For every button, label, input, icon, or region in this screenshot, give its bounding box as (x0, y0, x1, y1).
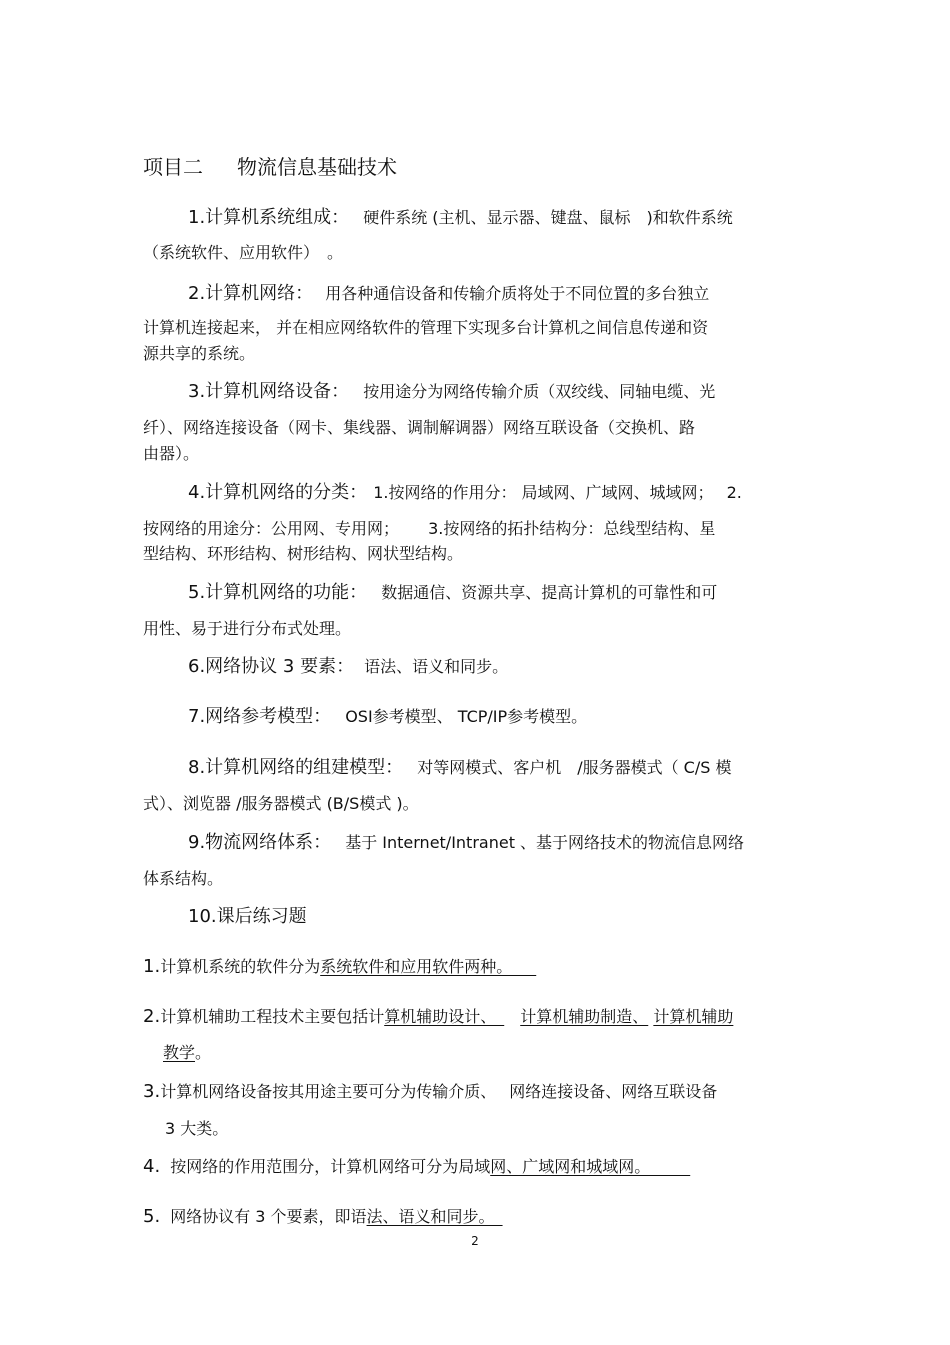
para-1-text: 硬件系统 (主机、显示器、键盘、鼠标 )和软件系统 (363, 208, 733, 227)
exercise-1-num: 1. (143, 956, 161, 977)
para-8-line-1 (188, 758, 731, 778)
para-3-label: 3.计算机网络设备： (188, 381, 350, 402)
para-4-line-3: 型结构、环形结构、树形结构、网状型结构。 (143, 544, 464, 563)
para-3-line-3: 由器）。 (143, 444, 200, 463)
exercise-5-num: 5. (143, 1206, 161, 1227)
para-3-text: 按用途分为网络传输介质（双绞线、同轴电缆、光 (363, 382, 716, 401)
title-part-b: 物流信息基础技术 (237, 155, 397, 179)
exercise-3-line-2: 3 大类。 (165, 1119, 229, 1138)
para-9-line-2: 体系结构。 (143, 869, 224, 888)
para-2-text: 用各种通信设备和传输介质将处于不同位置的多台独立 (325, 284, 710, 303)
para-9-text: 基于 Internet/Intranet 、基于网络技术的物流信息网络 (345, 833, 745, 852)
para-1-line-1 (188, 208, 733, 228)
para-6-label: 6.网络协议 3 要素： (188, 656, 355, 677)
para-4-line-1 (188, 483, 742, 503)
para-10-heading: 10.课后练习题 (188, 906, 307, 927)
para-8-text: 对等网模式、客户机 /服务器模式（ C/S 模 (417, 758, 732, 777)
para-2-line-3: 源共享的系统。 (143, 344, 256, 363)
exercise-3-text: 计算机网络设备按其用途主要可分为传输介质、 网络连接设备、网络互联设备 (160, 1082, 718, 1101)
exercise-3-line-1 (143, 1082, 717, 1102)
exercise-4-text: 按网络的作用范围分，计算机网络可分为局域 (170, 1157, 491, 1176)
exercise-1-answer: 系统软件和应用软件两种。 (320, 957, 537, 976)
exercise-2-text: 计算机辅助工程技术主要包括计 (160, 1007, 385, 1026)
para-1-label: 1.计算机系统组成： (188, 207, 350, 228)
exercise-2-answer-2: 计算机辅助制造、 (520, 1007, 649, 1026)
para-5-label: 5.计算机网络的功能： (188, 582, 368, 603)
para-9-label: 9.物流网络体系： (188, 832, 332, 853)
exercise-5 (143, 1207, 503, 1227)
para-5-text: 数据通信、资源共享、提高计算机的可靠性和可 (381, 583, 718, 602)
para-8-line-2: 式）、浏览器 /服务器模式 (B/S模式 )。 (143, 794, 419, 813)
page-title (143, 155, 397, 179)
exercise-4-answer: 网、广域网和城域网。 (490, 1157, 691, 1176)
para-7-label: 7.网络参考模型： (188, 706, 332, 727)
exercise-2-line-2 (163, 1043, 211, 1063)
para-6-text: 语法、语义和同步。 (364, 657, 509, 676)
exercise-2-answer-1: 算机辅助设计、 (384, 1007, 505, 1026)
exercise-3-num: 3. (143, 1081, 161, 1102)
exercise-2-end: 。 (195, 1043, 212, 1062)
exercise-1-text: 计算机系统的软件分为 (160, 957, 321, 976)
exercise-1 (143, 957, 536, 977)
exercise-4 (143, 1157, 690, 1177)
exercise-2-answer-4: 教学 (163, 1043, 196, 1062)
para-1-line-2: （系统软件、应用软件） 。 (143, 243, 344, 262)
para-4-text: 1.按网络的作用分： 局域网、广域网、城域网； 2. (373, 483, 742, 502)
para-2-line-2: 计算机连接起来， 并在相应网络软件的管理下实现多台计算机之间信息传递和资 (143, 318, 709, 337)
para-2-label: 2.计算机网络： (188, 283, 314, 304)
exercise-2-line-1 (143, 1007, 733, 1027)
para-7-line-1 (188, 707, 587, 727)
exercise-5-text: 网络协议有 3 个要素，即语 (170, 1207, 367, 1226)
para-3-line-1 (188, 382, 715, 402)
para-4-line-2: 按网络的用途分：公用网、专用网； 3.按网络的拓扑结构分：总线型结构、星 (143, 519, 716, 538)
exercise-5-answer: 法、语义和同步。 (366, 1207, 503, 1226)
title-part-a: 项目二 (143, 155, 203, 179)
para-7-text: OSI参考模型、 TCP/IP参考模型。 (345, 707, 588, 726)
para-6-line-1 (188, 657, 508, 677)
exercise-2-num: 2. (143, 1006, 161, 1027)
para-2-line-1 (188, 284, 709, 304)
para-4-label: 4.计算机网络的分类： (188, 482, 368, 503)
para-5-line-2: 用性、易于进行分布式处理。 (143, 619, 352, 638)
exercise-4-num: 4. (143, 1156, 161, 1177)
para-9-line-1 (188, 833, 744, 853)
para-3-line-2: 纤）、网络连接设备（网卡、集线器、调制解调器）网络互联设备（交换机、路 (143, 418, 696, 437)
page-number: 2 (471, 1234, 479, 1248)
para-5-line-1 (188, 583, 717, 603)
para-8-label: 8.计算机网络的组建模型： (188, 757, 404, 778)
exercise-2-answer-3: 计算机辅助 (653, 1007, 734, 1026)
exercise-2-spacer (504, 1007, 520, 1026)
